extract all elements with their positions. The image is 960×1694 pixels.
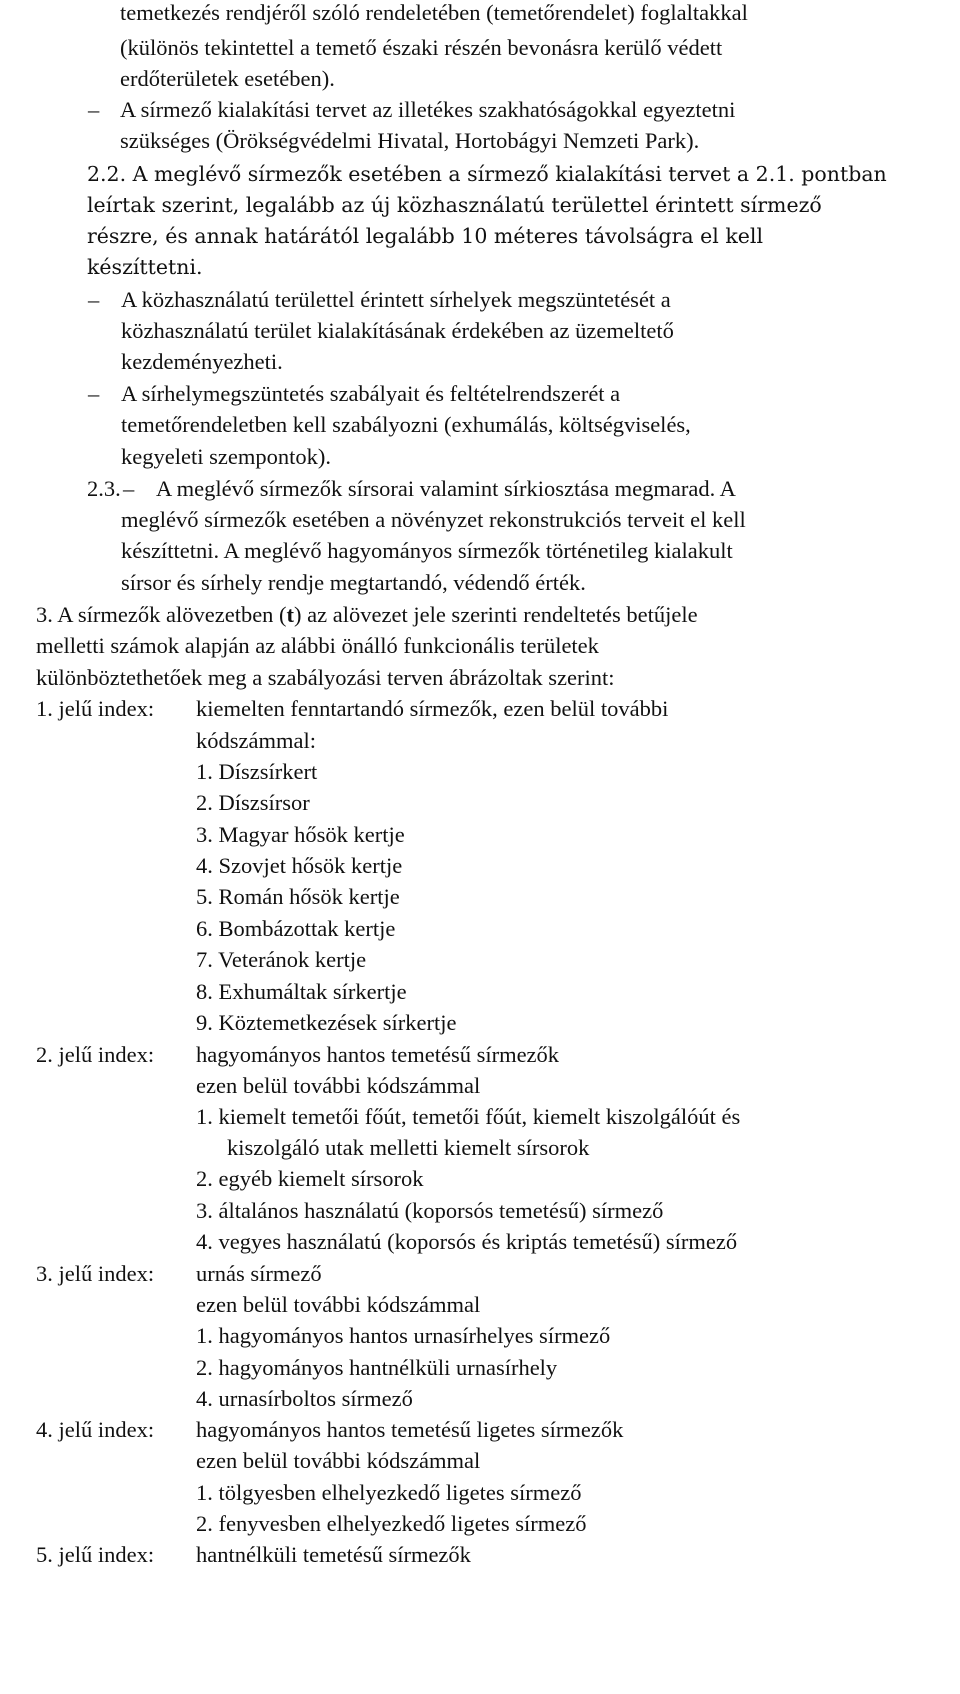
text-line: leírtak szerint, legalább az új közhasználatú területtel érintett sírmező: [87, 193, 822, 217]
text-line: közhasználatú terület kialakításának érdekében az üzemeltető: [121, 318, 674, 343]
list-item-continuation: kiszolgáló utak melletti kiemelt sírsorok: [227, 1135, 590, 1160]
index-description: urnás sírmező: [196, 1261, 322, 1286]
list-item: 3. általános használatú (koporsós temetésű) sírmező: [196, 1198, 664, 1223]
list-item: 1. tölgyesben elhelyezkedő ligetes sírmező: [196, 1480, 582, 1505]
index-label: 3. jelű index:: [36, 1261, 155, 1286]
index-description: kiemelten fenntartandó sírmezők, ezen belül további: [196, 696, 669, 721]
text-line: különböztethetőek meg a szabályozási terven ábrázoltak szerint:: [36, 665, 615, 690]
text-line: készíttetni.: [87, 255, 203, 279]
index-description: hantnélküli temetésű sírmezők: [196, 1542, 471, 1567]
list-item: 3. Magyar hősök kertje: [196, 822, 405, 847]
index-label: 4. jelű index:: [36, 1417, 155, 1442]
list-item: 8. Exhumáltak sírkertje: [196, 979, 407, 1004]
list-item: 7. Veteránok kertje: [196, 947, 367, 972]
text-line: meglévő sírmezők esetében a növényzet rekonstrukciós terveit el kell: [121, 507, 746, 532]
list-item: 9. Köztemetkezések sírkertje: [196, 1010, 457, 1035]
index-description: hagyományos hantos temetésű sírmezők: [196, 1042, 560, 1067]
list-item: 2. Díszsírsor: [196, 790, 310, 815]
list-item: 4. vegyes használatú (koporsós és kriptás temetésű) sírmező: [196, 1229, 738, 1254]
zone-code: t: [286, 602, 295, 627]
index-description: ezen belül további kódszámmal: [196, 1073, 481, 1098]
list-item: 4. Szovjet hősök kertje: [196, 853, 403, 878]
text-line: A sírmező kialakítási tervet az illetékes szakhatóságokkal egyeztetni: [120, 97, 736, 122]
text-line: szükséges (Örökségvédelmi Hivatal, Hortobágyi Nemzeti Park).: [120, 128, 700, 153]
index-description: ezen belül további kódszámmal: [196, 1292, 481, 1317]
text-line: készíttetni. A meglévő hagyományos sírmezők történetileg kialakult: [121, 538, 733, 563]
index-description: hagyományos hantos temetésű ligetes sírmezők: [196, 1417, 624, 1442]
text-line: A meglévő sírmezők sírsorai valamint sírkiosztása megmarad. A: [156, 476, 736, 501]
text-line: melletti számok alapján az alábbi önálló funkcionális területek: [36, 633, 599, 658]
list-item: 2. egyéb kiemelt sírsorok: [196, 1166, 424, 1191]
text-line: erdőterületek esetében).: [120, 66, 335, 91]
text-line: kezdeményezheti.: [121, 349, 283, 374]
dash-bullet: –: [88, 287, 100, 312]
index-label: 1. jelű index:: [36, 696, 155, 721]
list-item: 4. urnasírboltos sírmező: [196, 1386, 413, 1411]
section-2-2-line: 2.2. A meglévő sírmezők esetében a sírmező kialakítási tervet a 2.1. pontban: [87, 162, 887, 186]
index-description: ezen belül további kódszámmal: [196, 1448, 481, 1473]
text-line: temetőrendeletben kell szabályozni (exhumálás, költségviselés,: [121, 412, 691, 437]
list-item: 2. hagyományos hantnélküli urnasírhely: [196, 1355, 558, 1380]
list-item: 1. hagyományos hantos urnasírhelyes sírmező: [196, 1323, 611, 1348]
dash-bullet: –: [88, 97, 100, 122]
list-item: 6. Bombázottak kertje: [196, 916, 396, 941]
index-description: kódszámmal:: [196, 728, 316, 753]
list-item: 1. Díszsírkert: [196, 759, 318, 784]
text-line: A közhasználatú területtel érintett sírhelyek megszüntetését a: [121, 287, 671, 312]
section-2-3-number: 2.3.: [87, 476, 121, 501]
text-line: kegyeleti szempontok).: [121, 444, 331, 469]
list-item: 5. Román hősök kertje: [196, 884, 400, 909]
text-span: 3. A sírmezők alövezetben (: [36, 602, 287, 627]
text-line: temetkezés rendjéről szóló rendeletében (temetőrendelet) foglaltakkal: [120, 0, 748, 25]
text-line: részre, és annak határától legalább 10 méteres távolságra el kell: [87, 224, 764, 248]
text-line: (különös tekintettel a temető északi részén bevonásra kerülő védett: [120, 35, 723, 60]
dash-bullet: –: [88, 381, 100, 406]
index-label: 2. jelű index:: [36, 1042, 155, 1067]
list-item: 1. kiemelt temetői főút, temetői főút, kiemelt kiszolgálóút és: [196, 1104, 741, 1129]
index-label: 5. jelű index:: [36, 1542, 155, 1567]
text-span: ) az alövezet jele szerinti rendeltetés betűjele: [294, 602, 698, 627]
list-item: 2. fenyvesben elhelyezkedő ligetes sírmező: [196, 1511, 587, 1536]
text-line: sírsor és sírhely rendje megtartandó, védendő érték.: [121, 570, 586, 595]
text-line: A sírhelymegszüntetés szabályait és feltételrendszerét a: [121, 381, 621, 406]
section-3-line: [36, 598, 698, 632]
dash-bullet: –: [123, 476, 135, 501]
